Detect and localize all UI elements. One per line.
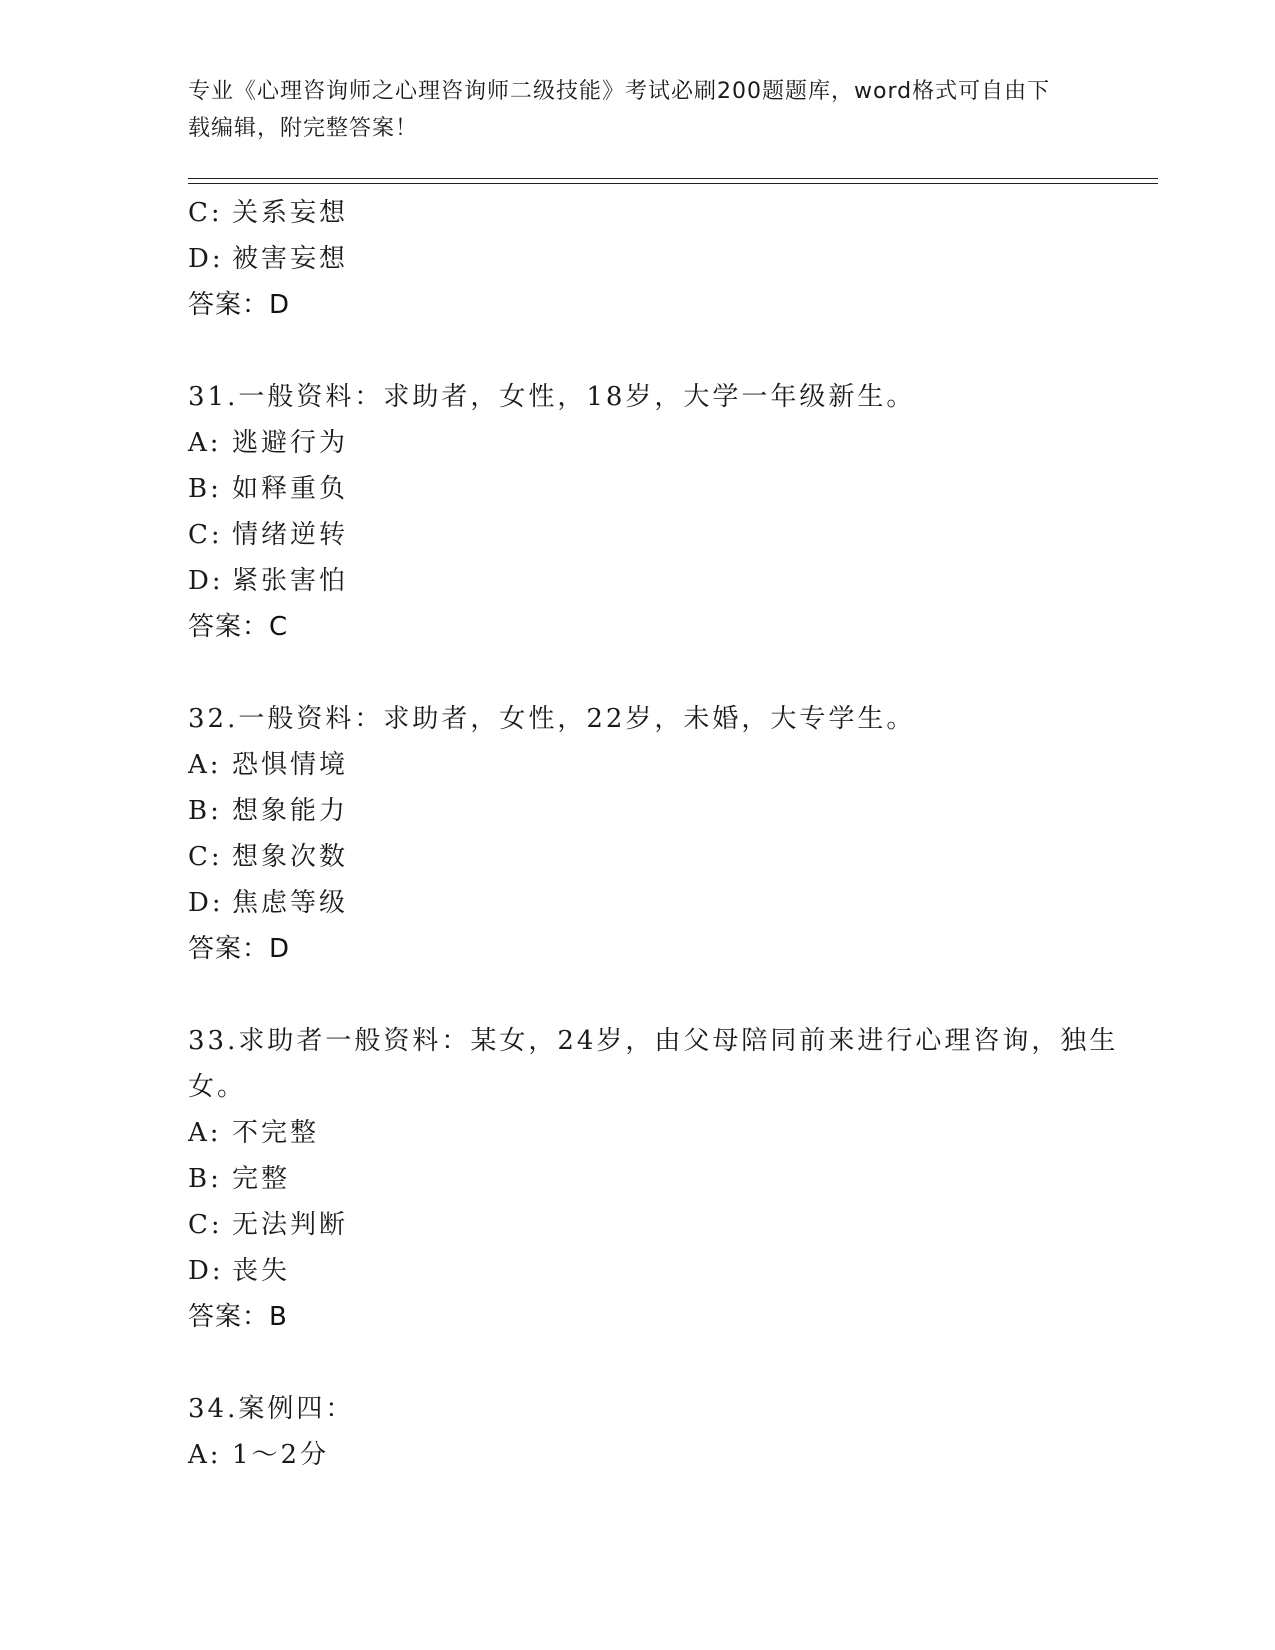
option-c: C: 无法判断 — [188, 1210, 349, 1240]
question-stem: 33.求助者一般资料：某女，24岁，由父母陪同前来进行心理咨询，独生女。 — [188, 1026, 1119, 1102]
question-stem: 32.一般资料：求助者，女性，22岁，未婚，大专学生。 — [188, 704, 916, 734]
answer-line: 答案：D — [188, 934, 291, 964]
question-33 — [188, 1018, 1168, 1340]
question-list — [188, 190, 1168, 1478]
option-b: B: 如释重负 — [188, 474, 349, 504]
header-divider-bottom — [188, 183, 1158, 184]
question-34 — [188, 1386, 1168, 1478]
answer-line: 答案：B — [188, 1302, 288, 1332]
question-32 — [188, 696, 1168, 972]
answer-line: 答案：C — [188, 612, 289, 642]
option-a: A: 1～2分 — [188, 1440, 330, 1470]
document-header: 专业《心理咨询师之心理咨询师二级技能》考试必刷200题题库，word格式可自由下载编辑，附完整答案！ — [188, 79, 1051, 141]
question-31 — [188, 374, 1168, 650]
option-d: D: 丧失 — [188, 1256, 291, 1286]
option-c: C: 想象次数 — [188, 842, 349, 872]
option-d: D: 焦虑等级 — [188, 888, 349, 918]
option-a: A: 逃避行为 — [188, 428, 349, 458]
question-stem: 34.案例四： — [188, 1394, 355, 1424]
option-d: D: 紧张害怕 — [188, 566, 349, 596]
option-c: C: 关系妄想 — [188, 198, 349, 228]
option-d: D: 被害妄想 — [188, 244, 349, 274]
question-stem: 31.一般资料：求助者，女性，18岁，大学一年级新生。 — [188, 382, 916, 412]
option-a: A: 恐惧情境 — [188, 750, 349, 780]
question-continued — [188, 190, 1168, 328]
option-a: A: 不完整 — [188, 1118, 320, 1148]
header-divider-top — [188, 178, 1158, 179]
answer-line: 答案：D — [188, 290, 291, 320]
option-c: C: 情绪逆转 — [188, 520, 349, 550]
option-b: B: 想象能力 — [188, 796, 349, 826]
option-b: B: 完整 — [188, 1164, 291, 1194]
